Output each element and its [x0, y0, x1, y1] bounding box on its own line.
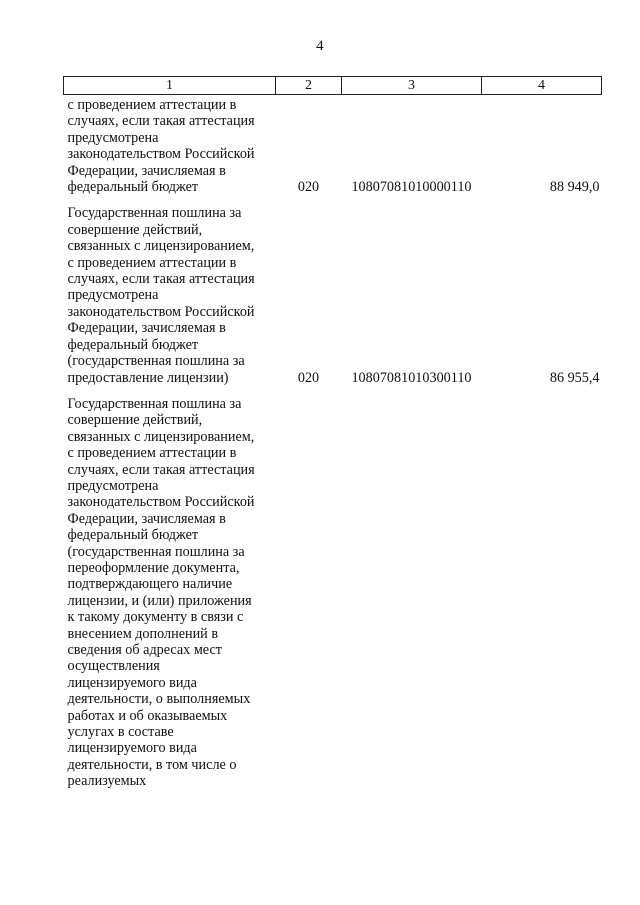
revenue-name-line: сведения об адресах мест — [67, 642, 222, 658]
revenue-name-line: с проведением аттестации в — [67, 97, 237, 113]
revenue-name-line: переоформление документа, — [67, 559, 240, 576]
revenue-name-line: Федерации, зачисляемая в — [67, 320, 226, 337]
budget-classification-code-cell — [342, 386, 482, 790]
revenue-name-line: услугах в составе — [67, 724, 174, 741]
table-row — [64, 386, 602, 790]
revenue-name-line: законодательством Российской — [67, 146, 255, 163]
revenue-name-line: подтверждающего наличие — [67, 576, 233, 593]
admin-code-cell: 020 — [297, 369, 320, 386]
revenue-name-line: лицензируемого вида — [67, 740, 197, 757]
revenue-name-line: лицензируемого вида — [67, 674, 197, 691]
column-header-2: 2 — [276, 77, 342, 95]
revenue-name-line: предоставление лицензии) — [67, 369, 229, 386]
revenue-name-line: (государственная пошлина за — [67, 353, 245, 370]
revenue-name-line: совершение действий, — [67, 412, 203, 429]
revenue-name-line: лицензии, и (или) приложения — [67, 592, 252, 609]
revenue-name-line: связанных с лицензированием, — [67, 428, 255, 445]
revenue-name-line: осуществления — [67, 658, 160, 675]
admin-code-cell — [276, 386, 342, 790]
revenue-name-line: случаях, если такая аттестация — [67, 461, 255, 478]
revenue-name-line: внесением дополнений в — [67, 625, 219, 642]
column-header-4: 4 — [482, 77, 602, 95]
revenue-name-line: случаях, если такая аттестация — [67, 113, 255, 130]
revenue-name-line: федеральный бюджет — [67, 179, 199, 196]
revenue-name-line: Государственная пошлина за — [67, 395, 242, 412]
revenue-name-line: деятельности, в том числе о — [67, 756, 237, 773]
revenue-name-line: Федерации, зачисляемая в — [67, 510, 226, 527]
column-header-1: 1 — [64, 77, 276, 95]
revenue-name-cell — [64, 195, 276, 385]
revenue-name-line: Федерации, зачисляемая в — [67, 162, 226, 179]
revenue-name-cell — [64, 95, 276, 196]
revenue-name-line: предусмотрена — [67, 287, 159, 304]
revenue-name-line: федеральный бюджет — [67, 336, 199, 353]
amount-cell: 88 949,0 — [549, 179, 600, 196]
table-header-row — [64, 77, 602, 95]
budget-classification-code-cell: 10807081010300110 — [351, 369, 472, 386]
revenue-name-cell — [64, 386, 276, 790]
revenue-name-line: предусмотрена — [67, 477, 159, 494]
revenue-name-line: федеральный бюджет — [67, 527, 199, 544]
amount-cell — [482, 386, 602, 790]
revenue-name-line: деятельности, о выполняемых — [67, 691, 251, 708]
revenue-name-line: законодательством Российской — [67, 303, 255, 320]
revenue-name-line: предусмотрена — [67, 129, 159, 146]
revenue-name-line: совершение действий, — [67, 221, 203, 238]
revenue-name-line: (государственная пошлина за — [67, 543, 245, 560]
revenue-name-line: случаях, если такая аттестация — [67, 271, 255, 288]
admin-code-cell: 020 — [297, 179, 320, 196]
revenue-name-line: законодательством Российской — [67, 494, 255, 511]
revenue-name-line: с проведением аттестации в — [67, 445, 237, 462]
revenue-name-line: Государственная пошлина за — [67, 205, 242, 222]
revenue-name-line: с проведением аттестации в — [67, 254, 237, 271]
column-header-3: 3 — [342, 77, 482, 95]
budget-table — [63, 76, 602, 790]
revenue-name-line: работах и об оказываемых — [67, 707, 228, 724]
table-row — [64, 195, 602, 385]
table-row — [64, 95, 602, 196]
amount-cell: 86 955,4 — [549, 369, 600, 386]
page-number: 4 — [316, 38, 324, 54]
revenue-name-line: связанных с лицензированием, — [67, 238, 255, 255]
revenue-name-line: реализуемых — [67, 773, 147, 790]
revenue-name-line: к такому документу в связи с — [67, 609, 244, 626]
budget-classification-code-cell: 10807081010000110 — [351, 179, 472, 196]
